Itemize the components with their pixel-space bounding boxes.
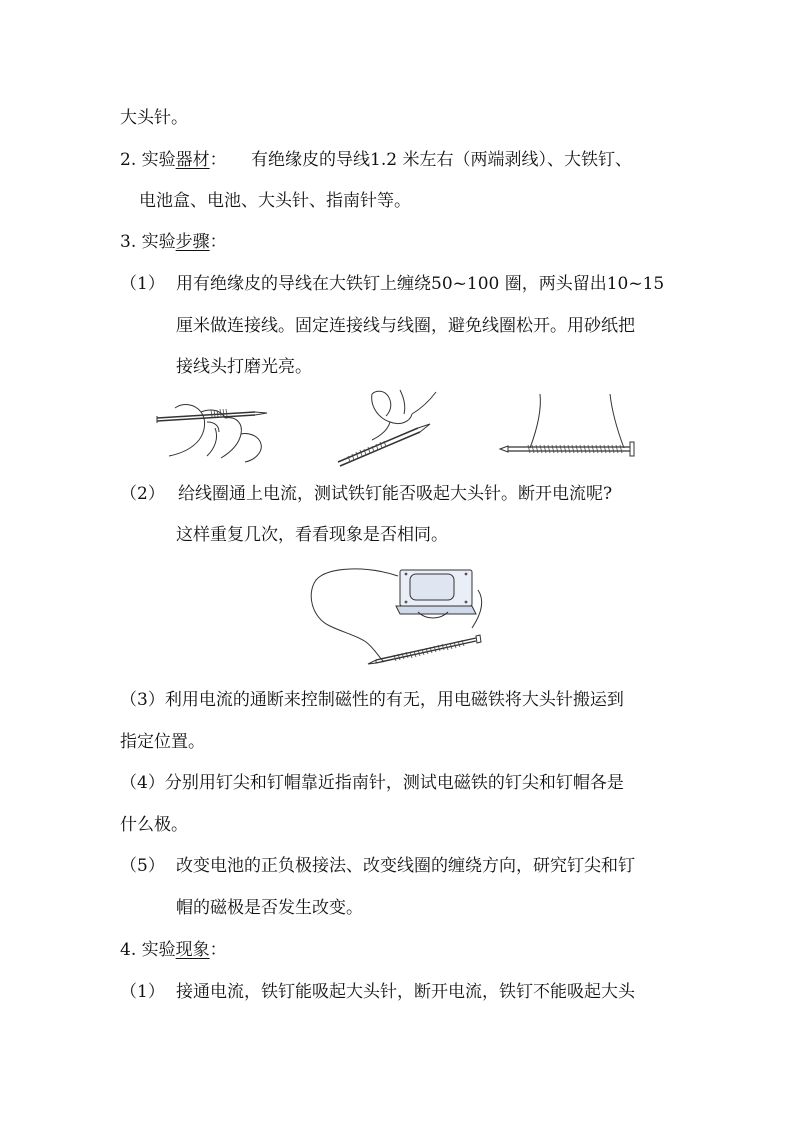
hand-wrapping-coil-illustration: [330, 388, 440, 470]
step3-line1: （3）利用电流的通断来控制磁性的有无，用电磁铁将大头针搬运到: [120, 690, 624, 710]
coiled-nail-with-wires-illustration: [500, 392, 650, 464]
heading-underlined-text: 器材: [175, 150, 210, 170]
section-number: 4.: [120, 940, 142, 960]
heading-text: 实验: [141, 150, 176, 170]
step2-line1: 给线圈通上电流，测试铁钉能否吸起大头针。断开电流呢?: [178, 484, 613, 504]
hands-winding-wire-illustration: [155, 398, 275, 468]
step2-line2: 这样重复几次，看看现象是否相同。: [176, 525, 448, 545]
materials-text: 有绝缘皮的导线1.2 米左右（两端剥线）、大铁钉、: [251, 150, 632, 170]
materials-text-line2: 电池盒、电池、大头针、指南针等。: [139, 191, 411, 211]
text-line: 大头针。: [120, 108, 188, 128]
heading-text: 实验: [141, 940, 176, 960]
heading-colon: ：: [209, 940, 227, 960]
section-number: 3.: [120, 232, 142, 252]
battery-box-circuit-illustration: [308, 562, 493, 672]
heading-colon: ：: [209, 232, 227, 252]
section-heading-phenomena: [120, 938, 227, 962]
heading-text: 实验: [141, 232, 176, 252]
step-number: （5）: [120, 856, 165, 876]
step5-line1: 改变电池的正负极接法、改变线圈的缠绕方向，研究钉尖和钉: [176, 856, 635, 876]
step-number: （2）: [120, 484, 165, 504]
step-number: （1）: [120, 982, 165, 1002]
step4-line2: 什么极。: [120, 815, 188, 835]
section-heading-materials: [120, 148, 227, 172]
heading-underlined-text: 步骤: [175, 232, 210, 252]
section-heading-steps: [120, 230, 227, 254]
step1-line3: 接线头打磨光亮。: [176, 357, 312, 377]
step-number: （1）: [120, 274, 165, 294]
heading-underlined-text: 现象: [175, 940, 210, 960]
section-number: 2.: [120, 150, 142, 170]
step1-line1: 用有绝缘皮的导线在大铁钉上缠绕50~100 圈，两头留出10~15: [176, 274, 665, 294]
step5-line2: 帽的磁极是否发生改变。: [176, 898, 363, 918]
step1-line2: 厘米做连接线。固定连接线与线圈，避免线圈松开。用砂纸把: [176, 316, 635, 336]
observation1-line1: 接通电流，铁钉能吸起大头针，断开电流，铁钉不能吸起大头: [176, 982, 635, 1002]
heading-colon: ：: [209, 150, 227, 170]
step3-line2: 指定位置。: [120, 732, 205, 752]
step4-line1: （4）分别用钉尖和钉帽靠近指南针，测试电磁铁的钉尖和钉帽各是: [120, 773, 624, 793]
